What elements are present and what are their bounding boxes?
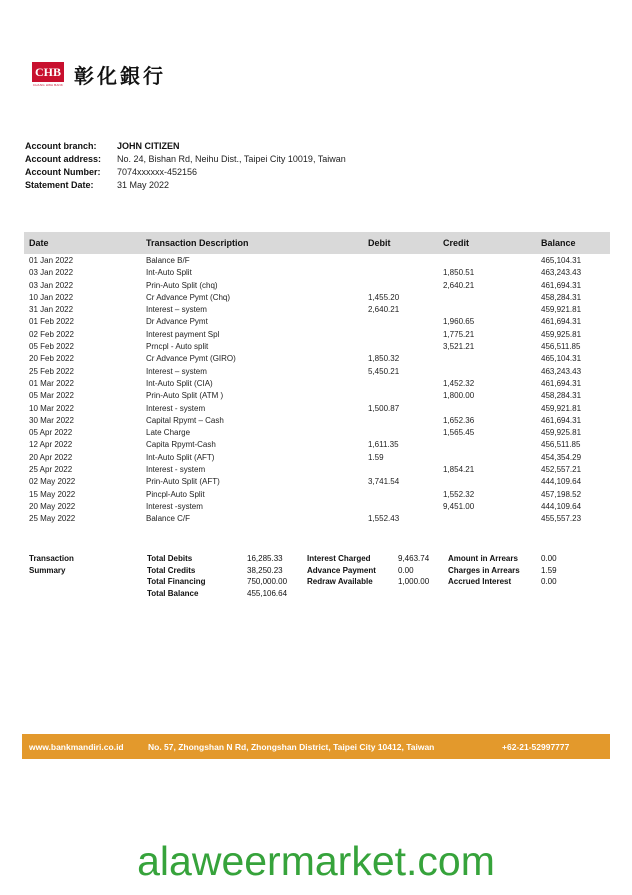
cell-balance: 459,921.81: [541, 305, 582, 315]
cell-balance: 461,694.31: [541, 280, 582, 290]
total-balance-label: Total Balance: [147, 588, 199, 598]
cell-desc: Int-Auto Split: [146, 268, 192, 278]
cell-date: 20 Feb 2022: [29, 354, 74, 364]
transaction-table-header: [24, 232, 610, 254]
header-credit: Credit: [443, 238, 470, 248]
cell-credit: 1,652.36: [443, 415, 475, 425]
cell-credit: 1,800.00: [443, 391, 475, 401]
account-branch-row: [25, 140, 346, 153]
cell-date: 15 May 2022: [29, 489, 76, 499]
cell-credit: 1,775.21: [443, 329, 475, 339]
cell-date: 10 Mar 2022: [29, 403, 74, 413]
account-address-label: Account address:: [25, 154, 102, 164]
cell-desc: Capita Rpymt-Cash: [146, 440, 216, 450]
cell-date: 20 May 2022: [29, 501, 76, 511]
total-financing-value: 750,000.00: [247, 577, 288, 586]
bank-logo: [32, 60, 166, 89]
account-info: [25, 140, 346, 192]
cell-date: 12 Apr 2022: [29, 440, 73, 450]
total-debits-value: 16,285.33: [247, 554, 283, 563]
cell-credit: 3,521.21: [443, 342, 475, 352]
cell-balance: 459,925.81: [541, 329, 582, 339]
statement-date-row: [25, 179, 346, 192]
table-row: [24, 330, 610, 342]
advance-payment-value: 0.00: [398, 565, 414, 575]
cell-desc: Interest – system: [146, 366, 207, 376]
table-row: [24, 391, 610, 403]
account-number-row: [25, 166, 346, 179]
cell-desc: Interest - system: [146, 403, 206, 413]
cell-balance: 461,694.31: [541, 378, 582, 388]
table-row: [24, 293, 610, 305]
summary-title-line2: Summary: [29, 565, 66, 575]
cell-desc: Interest -system: [146, 501, 203, 511]
table-row: [24, 453, 610, 465]
cell-desc: Capital Rpymt – Cash: [146, 415, 224, 425]
cell-balance: 444,109.64: [541, 477, 582, 487]
cell-date: 25 Apr 2022: [29, 465, 73, 475]
charges-arrears-value: 1.59: [541, 565, 557, 575]
summary-title: [29, 553, 74, 576]
cell-balance: 458,284.31: [541, 391, 582, 401]
logo-mark: [32, 62, 64, 87]
cell-desc: Prncpl - Auto split: [146, 342, 209, 352]
account-branch-value: JOHN CITIZEN: [117, 141, 180, 151]
footer-bar: [22, 734, 610, 759]
table-row: [24, 317, 610, 329]
table-row: [24, 268, 610, 280]
logo-letters: CHB: [32, 62, 64, 82]
logo-subtext: CHANG HWA BANK: [32, 83, 64, 87]
bank-name-chinese: 彰化銀行: [74, 64, 166, 88]
cell-debit: 2,640.21: [368, 305, 400, 315]
cell-credit: 1,960.65: [443, 317, 475, 327]
cell-date: 05 Mar 2022: [29, 391, 74, 401]
cell-debit: 1,611.35: [368, 440, 399, 450]
cell-balance: 459,925.81: [541, 428, 582, 438]
cell-debit: 3,741.54: [368, 477, 400, 487]
cell-credit: 1,552.32: [443, 489, 475, 499]
accrued-interest-label: Accrued Interest: [448, 577, 512, 586]
cell-date: 01 Mar 2022: [29, 378, 74, 388]
table-row: [24, 305, 610, 317]
cell-desc: Prin-Auto Split (AFT): [146, 477, 220, 487]
table-row: [24, 465, 610, 477]
cell-balance: 465,104.31: [541, 354, 582, 364]
cell-desc: Pincpl-Auto Split: [146, 489, 205, 499]
summary-title-line1: Transaction: [29, 554, 74, 563]
table-row: [24, 404, 610, 416]
header-description: Transaction Description: [146, 238, 249, 248]
table-row: [24, 490, 610, 502]
cell-debit: 5,450.21: [368, 366, 400, 376]
cell-balance: 452,557.21: [541, 465, 582, 475]
accrued-interest-value: 0.00: [541, 577, 557, 586]
header-balance: Balance: [541, 238, 576, 248]
table-row: [24, 367, 610, 379]
summary-totals-values: [247, 553, 287, 599]
table-row: [24, 416, 610, 428]
table-row: [24, 428, 610, 440]
summary-interest-values: [398, 553, 429, 588]
cell-balance: 457,198.52: [541, 489, 582, 499]
cell-balance: 463,243.43: [541, 268, 582, 278]
cell-date: 03 Jan 2022: [29, 268, 74, 278]
statement-date-value: 31 May 2022: [117, 180, 170, 190]
header-date: Date: [29, 238, 49, 248]
footer-address: No. 57, Zhongshan N Rd, Zhongshan District, Taipei City 10412, Taiwan: [148, 742, 435, 752]
cell-balance: 458,284.31: [541, 292, 582, 302]
cell-date: 05 Feb 2022: [29, 342, 74, 352]
cell-desc: Prin-Auto Split (ATM ): [146, 391, 224, 401]
cell-desc: Int-Auto Split (AFT): [146, 452, 215, 462]
cell-desc: Balance B/F: [146, 256, 190, 265]
account-branch-label: Account branch:: [25, 141, 97, 151]
interest-charged-value: 9,463.74: [398, 554, 430, 563]
cell-desc: Cr Advance Pymt (Chq): [146, 292, 231, 302]
footer-phone: +62-21-52997777: [502, 742, 570, 752]
table-row: [24, 502, 610, 514]
cell-balance: 456,511.85: [541, 440, 581, 450]
redraw-available-label: Redraw Available: [307, 577, 373, 586]
cell-credit: 1,850.51: [443, 268, 475, 278]
cell-date: 20 Apr 2022: [29, 452, 73, 462]
interest-charged-label: Interest Charged: [307, 554, 371, 563]
total-balance-value: 455,106.64: [247, 588, 288, 598]
cell-debit: 1,455.20: [368, 292, 400, 302]
amount-arrears-label: Amount in Arrears: [448, 554, 518, 563]
cell-credit: 1,854.21: [443, 465, 475, 475]
table-row: [24, 354, 610, 366]
total-financing-label: Total Financing: [147, 577, 206, 586]
cell-date: 31 Jan 2022: [29, 305, 74, 315]
total-debits-label: Total Debits: [147, 554, 193, 563]
cell-balance: 444,109.64: [541, 501, 582, 511]
cell-date: 10 Jan 2022: [29, 292, 74, 302]
cell-date: 01 Jan 2022: [29, 256, 74, 265]
cell-date: 03 Jan 2022: [29, 280, 74, 290]
cell-balance: 455,557.23: [541, 514, 582, 524]
cell-credit: 1,452.32: [443, 378, 475, 388]
cell-desc: Int-Auto Split (CIA): [146, 378, 213, 388]
total-credits-label: Total Credits: [147, 565, 196, 575]
table-row: [24, 477, 610, 489]
summary-totals-labels: [147, 553, 206, 599]
cell-credit: 9,451.00: [443, 501, 475, 511]
table-row: [24, 281, 610, 293]
cell-balance: 461,694.31: [541, 317, 582, 327]
summary-arrears-labels: [448, 553, 520, 588]
cell-balance: 454,354.29: [541, 452, 582, 462]
account-address-value: No. 24, Bishan Rd, Neihu Dist., Taipei City 10019, Taiwan: [117, 154, 346, 164]
cell-balance: 465,104.31: [541, 256, 582, 265]
charges-arrears-label: Charges in Arrears: [448, 565, 520, 575]
cell-date: 02 May 2022: [29, 477, 76, 487]
header-debit: Debit: [368, 238, 391, 248]
cell-desc: Balance C/F: [146, 514, 191, 524]
cell-debit: 1,850.32: [368, 354, 400, 364]
statement-date-label: Statement Date:: [25, 180, 94, 190]
cell-desc: Interest payment Spl: [146, 329, 220, 339]
account-number-label: Account Number:: [25, 167, 101, 177]
cell-credit: 2,640.21: [443, 280, 475, 290]
cell-desc: Interest - system: [146, 465, 206, 475]
cell-date: 02 Feb 2022: [29, 329, 74, 339]
cell-date: 30 Mar 2022: [29, 415, 74, 425]
transaction-table-body: [24, 256, 610, 527]
summary-arrears-values: [541, 553, 557, 588]
cell-desc: Interest – system: [146, 305, 207, 315]
cell-date: 25 Feb 2022: [29, 366, 74, 376]
cell-debit: 1,500.87: [368, 403, 400, 413]
summary-interest-labels: [307, 553, 376, 588]
table-row: [24, 256, 610, 268]
cell-balance: 459,921.81: [541, 403, 582, 413]
watermark-text: alaweermarket.com: [137, 838, 495, 884]
cell-debit: 1.59: [368, 452, 384, 462]
account-address-row: [25, 153, 346, 166]
cell-desc: Late Charge: [146, 428, 191, 438]
cell-balance: 461,694.31: [541, 415, 582, 425]
footer-website-link[interactable]: www.bankmandiri.co.id: [29, 742, 124, 752]
cell-date: 01 Feb 2022: [29, 317, 74, 327]
cell-desc: Prin-Auto Split (chq): [146, 280, 218, 290]
cell-credit: 1,565.45: [443, 428, 475, 438]
cell-debit: 1,552.43: [368, 514, 400, 524]
table-row: [24, 440, 610, 452]
table-row: [24, 379, 610, 391]
total-credits-value: 38,250.23: [247, 565, 283, 575]
cell-balance: 463,243.43: [541, 366, 582, 376]
cell-balance: 456,511.85: [541, 342, 581, 352]
account-number-value: 7074xxxxxx-452156: [117, 167, 198, 177]
advance-payment-label: Advance Payment: [307, 565, 376, 575]
redraw-available-value: 1,000.00: [398, 577, 430, 586]
cell-date: 05 Apr 2022: [29, 428, 73, 438]
table-row: [24, 342, 610, 354]
cell-desc: Dr Advance Pymt: [146, 317, 208, 327]
amount-arrears-value: 0.00: [541, 554, 557, 563]
cell-date: 25 May 2022: [29, 514, 76, 524]
table-row: [24, 514, 610, 526]
cell-desc: Cr Advance Pymt (GIRO): [146, 354, 236, 364]
